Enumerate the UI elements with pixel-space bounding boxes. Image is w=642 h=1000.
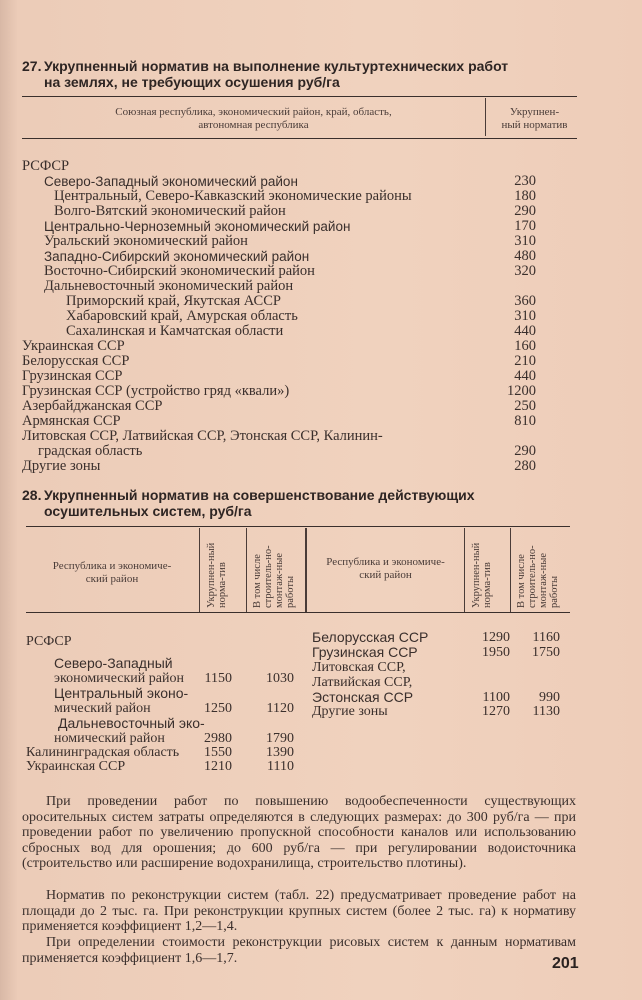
row-label: Другие зоны (312, 704, 388, 719)
table27-header-region-line1: Союзная республика, экономический район, край, область, (115, 106, 392, 118)
row-label: Дальневосточный эко- (58, 715, 205, 731)
note-paragraph-1: При проведении работ по повышению водообеспеченности существующих оросительных систем затраты определяются в следующих размерах: до 300 руб/га — при проведении работ по увеличению пропускной способности каналов или использованию сбросных вод для орошения; до 600 руб/га — при регулировании водоисточника (строительство или расширение водохранилища, строительство плотины). (22, 794, 576, 872)
table28-header-norm-left: Укрупнен-ный норма-тив (206, 542, 228, 608)
row-label: градская область (38, 443, 143, 459)
row-construction: 1120 (266, 701, 294, 716)
row-construction: 1130 (532, 704, 560, 719)
row-norm: 1150 (204, 671, 232, 686)
row-label: Грузинская ССР (312, 644, 418, 660)
row-norm: 1950 (482, 645, 510, 660)
row-label: Центральный эконо- (54, 685, 189, 701)
row-construction: 1160 (532, 630, 560, 645)
row-norm: 1250 (204, 701, 232, 716)
row-value: 280 (514, 458, 536, 474)
row-construction: 990 (539, 690, 560, 705)
row-value: 1200 (507, 383, 536, 399)
row-label: Латвийская ССР, (312, 675, 413, 690)
table27-header-norm-line2: ный норматив (501, 119, 568, 131)
table28-divider-4 (464, 528, 465, 612)
table28-header-region-right (308, 556, 463, 582)
table28-header-region-left (26, 560, 198, 586)
header-line2: ский район (359, 569, 412, 581)
table28-title-line1: Укрупненный норматив на совершенствование действующих (44, 487, 475, 503)
row-label: Приморский край, Якутская АССР (66, 293, 281, 309)
table28-header-construction-right: В том числе строитель-но-монтаж-ные работы (516, 545, 560, 608)
row-label: Дальневосточный экономический район (44, 278, 294, 294)
row-value: 310 (514, 308, 536, 324)
row-label: Сахалинская и Камчатская области (66, 323, 284, 339)
row-construction: 1790 (266, 731, 294, 746)
table28-header-construction-left: В том числе строитель-но-монтаж-ные работы (252, 545, 296, 608)
row-label: Белорусская ССР (312, 629, 429, 645)
table27-title-line1: Укрупненный норматив на выполнение культуртехнических работ (44, 58, 509, 74)
table27-top-rule (22, 96, 577, 97)
row-construction: 1750 (532, 645, 560, 660)
row-label: Грузинская ССР (устройство гряд «квали») (22, 383, 290, 399)
row-norm: 2980 (204, 731, 232, 746)
table27-title-line2: на землях, не требующих осушения руб/га (44, 74, 340, 90)
row-label: Белорусская ССР (22, 353, 130, 369)
row-value: 180 (514, 188, 536, 204)
table28-divider-2 (246, 528, 247, 612)
row-value: 290 (514, 443, 536, 459)
table27-header-region-line2: автономная республика (198, 119, 309, 131)
row-label: Литовская ССР, Латвийская ССР, Этонская ССР, Калинин- (22, 428, 383, 444)
row-label: Хабаровский край, Амурская область (66, 308, 298, 324)
row-label: Эстонская ССР (312, 689, 414, 705)
row-label: Украинская ССР (26, 759, 126, 774)
row-label: Калининградская область (26, 745, 180, 760)
header-line1: Республика и экономиче- (326, 556, 445, 568)
row-label: Другие зоны (22, 458, 101, 474)
table28-divider-5 (510, 528, 511, 612)
row-norm: 1100 (482, 690, 510, 705)
table27-header-norm-line1: Укрупнен- (509, 106, 560, 118)
row-value: 210 (514, 353, 536, 369)
row-value: 230 (514, 173, 536, 189)
row-label: РСФСР (22, 158, 70, 174)
row-value: 440 (514, 368, 536, 384)
row-value: 290 (514, 203, 536, 219)
table27-header-rule (22, 138, 577, 139)
row-label: Украинская ССР (22, 338, 125, 354)
row-label: Центрально-Черноземный экономический район (44, 219, 351, 234)
table28-number: 28. (22, 487, 42, 503)
row-value: 310 (514, 233, 536, 249)
row-label: номический район (54, 731, 165, 746)
row-value: 480 (514, 248, 536, 264)
header-line1: Республика и экономиче- (52, 560, 172, 572)
table27-title (22, 58, 582, 90)
row-label: РСФСР (26, 634, 72, 649)
table27-header-region (22, 106, 485, 132)
row-value: 250 (514, 398, 536, 414)
row-construction: 1110 (267, 759, 294, 774)
row-label: Литовская ССР, (312, 660, 406, 675)
row-norm: 1270 (482, 704, 510, 719)
row-value: 320 (514, 263, 536, 279)
table27-header-norm (487, 106, 582, 132)
row-label: Уральский экономический район (44, 233, 248, 249)
row-norm: 1550 (204, 745, 232, 760)
row-label: Западно-Сибирский экономический район (44, 249, 310, 264)
row-label: Северо-Западный (54, 655, 173, 671)
table28-top-rule (26, 526, 570, 527)
row-label: Волго-Вятский экономический район (54, 203, 286, 219)
row-label: Северо-Западный экономический район (44, 174, 298, 189)
row-label: Восточно-Сибирский экономический район (44, 263, 315, 279)
row-label: Армянская ССР (22, 413, 121, 429)
row-norm: 1210 (204, 759, 232, 774)
table28-title (22, 487, 522, 519)
row-label: Азербайджанская ССР (22, 398, 163, 414)
row-value: 360 (514, 293, 536, 309)
table28-divider-1 (199, 528, 200, 612)
table28-header-rule (26, 612, 570, 613)
row-value: 170 (514, 218, 536, 234)
table28-title-line2: осушительных систем, руб/га (44, 503, 252, 519)
row-value: 440 (514, 323, 536, 339)
row-label: мический район (54, 701, 151, 716)
note-paragraph-3: При определении стоимости реконструкции рисовых систем к данным нормативам применяется коэффициент 1,6—1,7. (22, 935, 576, 966)
row-label: Центральный, Северо-Кавказский экономические районы (54, 188, 412, 204)
table28-header-norm-right: Укрупнен-ный норма-тив (471, 542, 493, 608)
table27-header-divider (485, 98, 486, 136)
note-paragraph-2: Норматив по реконструкции систем (табл. 22) предусматривает проведение работ на площади до 2 тыс. га. При реконструкции крупных систем (более 2 тыс. га) к нормативу применяется коэффициент 1,2—1,4. (22, 888, 576, 935)
table28-divider-3 (305, 528, 307, 612)
header-line2: ский район (85, 573, 139, 585)
row-norm: 1290 (482, 630, 510, 645)
page-number: 201 (552, 955, 579, 972)
row-value: 810 (514, 413, 536, 429)
row-construction: 1030 (266, 671, 294, 686)
row-construction: 1390 (266, 745, 294, 760)
row-label: Грузинская ССР (22, 368, 123, 384)
row-label: экономический район (54, 671, 184, 686)
table27-number: 27. (22, 58, 42, 74)
row-value: 160 (514, 338, 536, 354)
